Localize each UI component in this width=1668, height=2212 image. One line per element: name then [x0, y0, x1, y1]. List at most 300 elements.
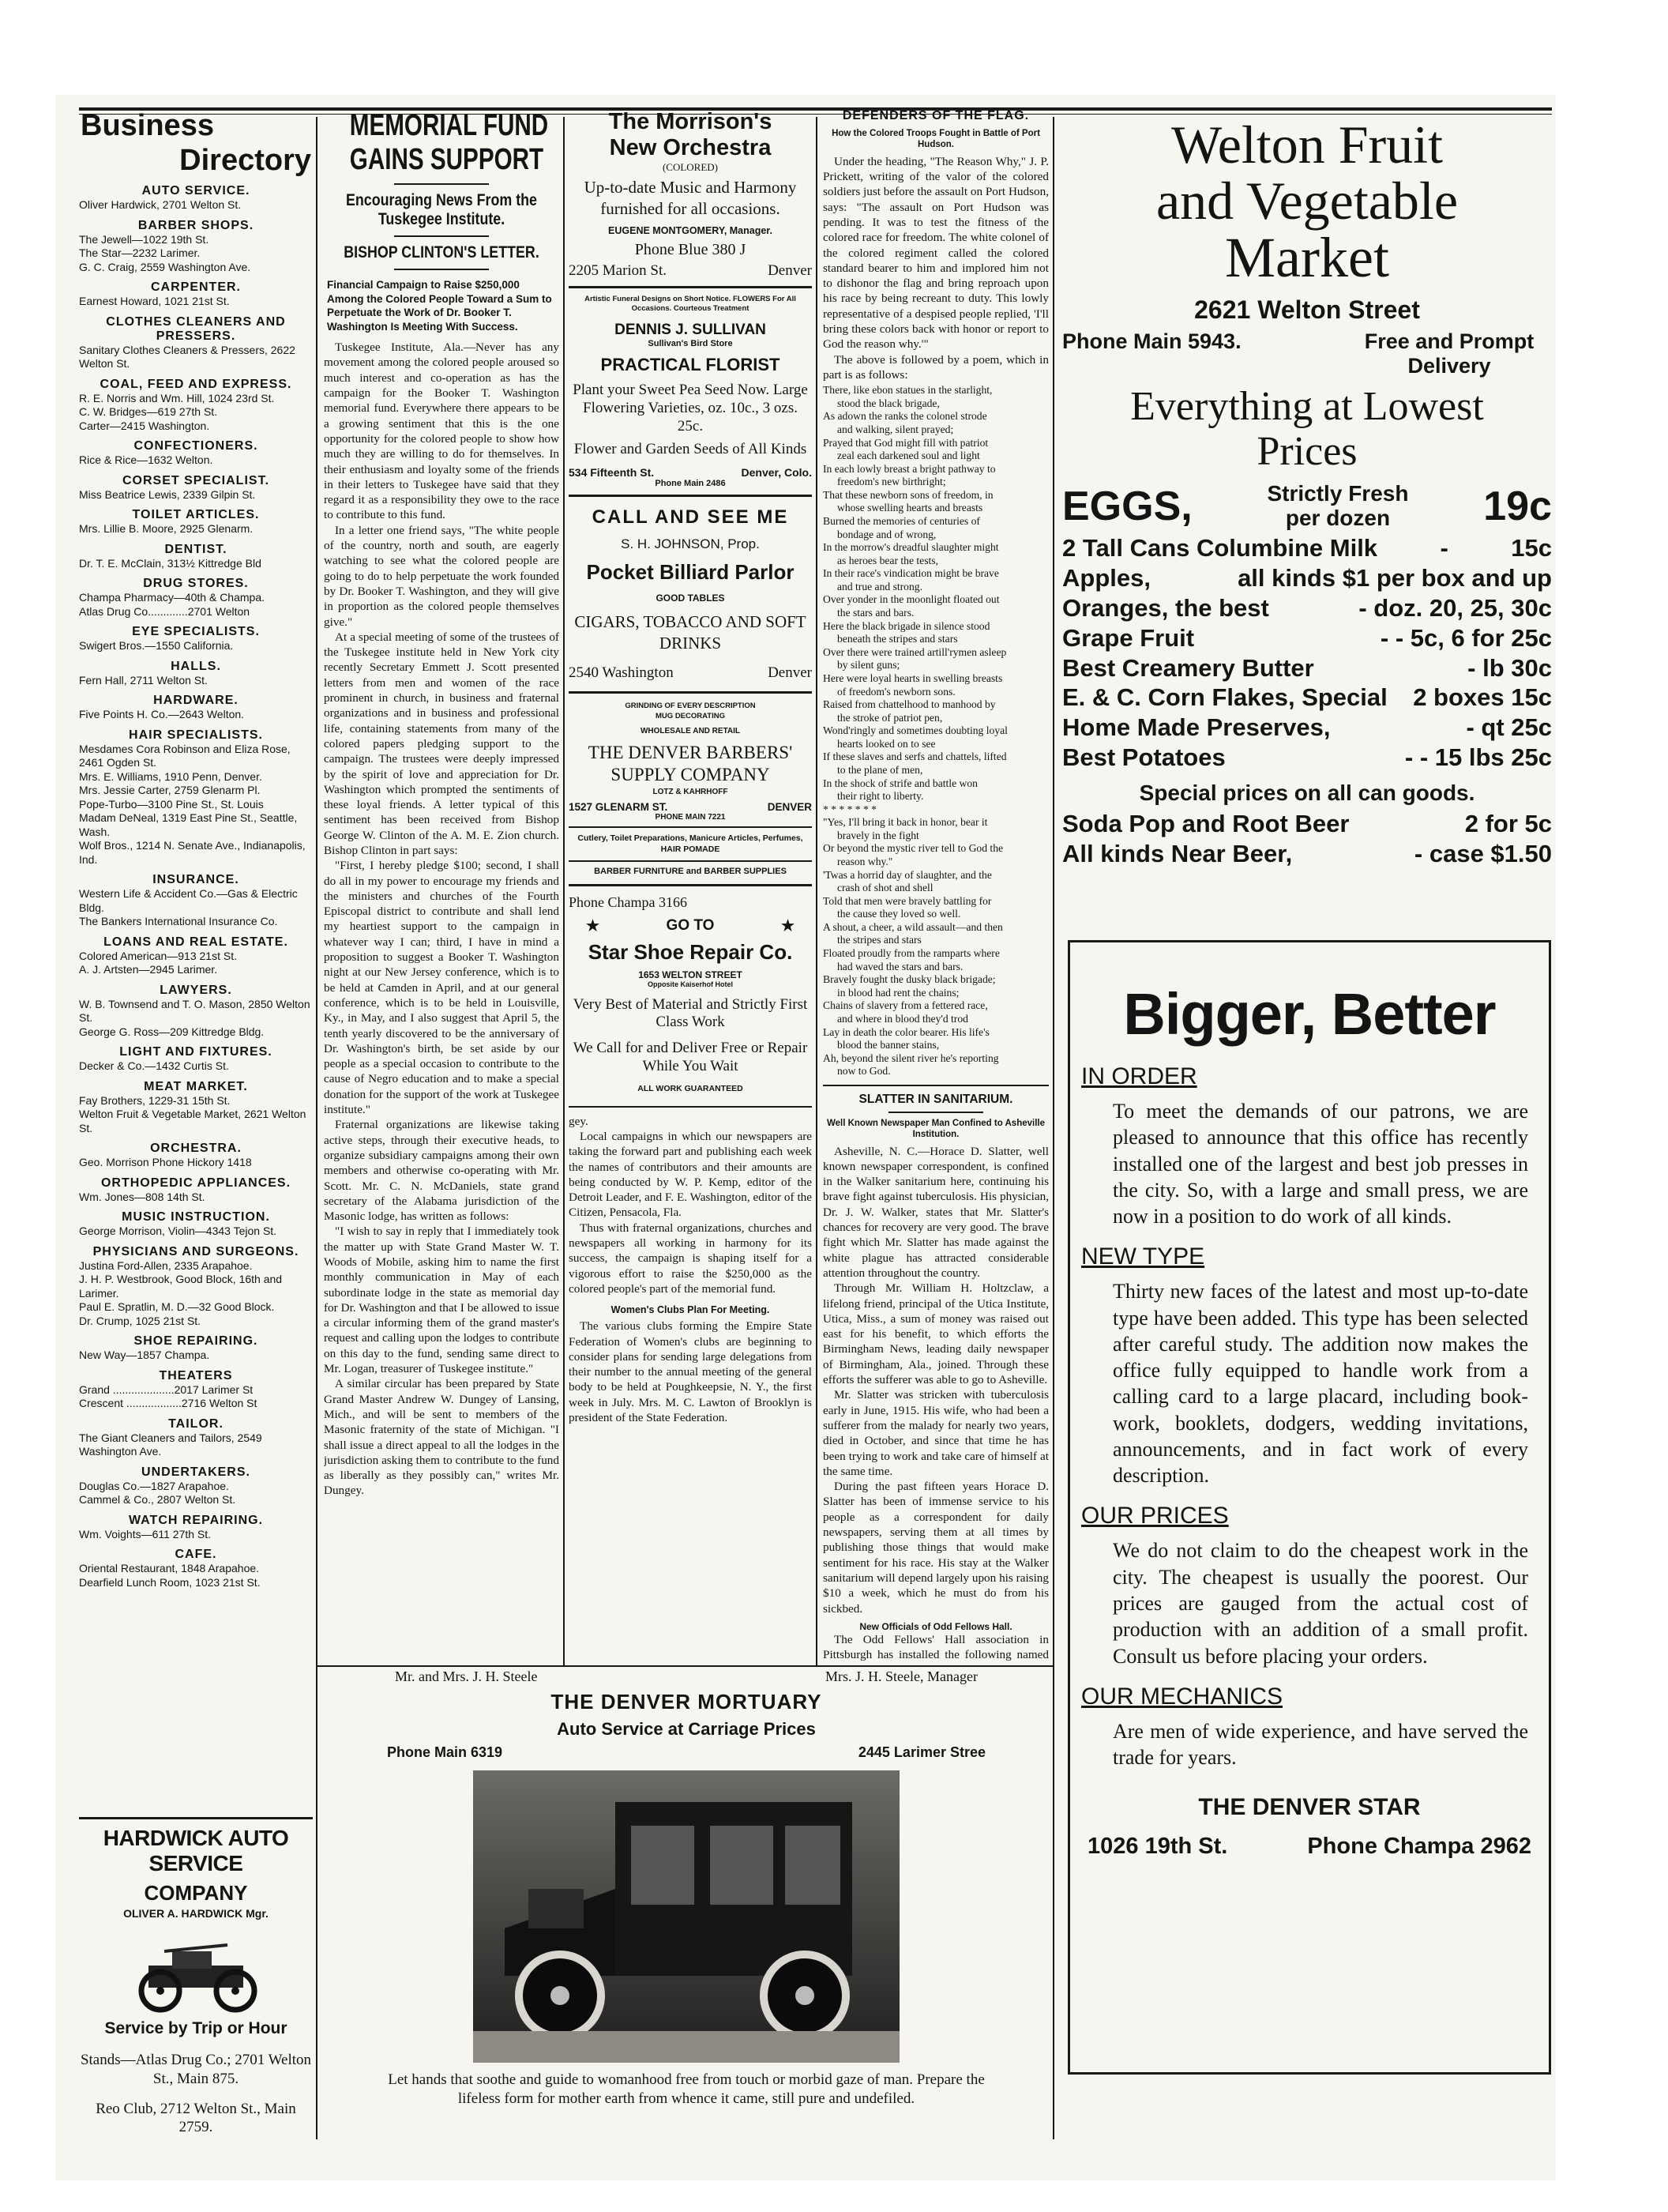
- price-item-unit: -: [1440, 534, 1448, 562]
- directory-entry: Mrs. E. Williams, 1910 Penn, Denver.: [79, 769, 262, 783]
- mortuary-top-rule: [317, 1665, 1053, 1667]
- directory-entry: George Morrison, Violin—4343 Tejon St.: [79, 1224, 277, 1238]
- poem-line: hearts looked on to see: [837, 737, 936, 750]
- barbers-city: DENVER: [767, 801, 812, 814]
- mortuary-owners: Mr. and Mrs. J. H. Steele: [395, 1668, 538, 1684]
- directory-entry: The Star—2232 Larimer.: [79, 246, 201, 260]
- price-item-unit: 2 boxes 15c: [1413, 683, 1552, 712]
- poem-line: the stripes and stars: [837, 934, 922, 946]
- johnson-prop: S. H. JOHNSON, Prop.: [621, 536, 760, 552]
- poem-line: 'Twas a horrid day of slaughter, and the: [823, 868, 992, 881]
- mortuary-address: 2445 Larimer Stree: [858, 1744, 986, 1760]
- directory-entry: A. J. Artsten—2945 Larimer.: [79, 963, 218, 976]
- poem-line: beneath the stripes and stars: [837, 633, 958, 645]
- barbers-name: THE DENVER BARBERS' SUPPLY COMPANY: [588, 742, 793, 784]
- price-row: [1062, 653, 1552, 683]
- barbers-furniture: BARBER FURNITURE and BARBER SUPPLIES: [594, 866, 787, 876]
- directory-section: [79, 1514, 313, 1542]
- hardwick-manager: OLIVER A. HARDWICK Mgr.: [123, 1907, 269, 1920]
- directory-heading: LIGHT AND FIXTURES.: [119, 1045, 272, 1059]
- column-divider-3: [816, 117, 817, 1665]
- poem-line: zeal each darkened soul and light: [837, 450, 980, 462]
- directory-entry: The Giant Cleaners and Tailors, 2549 Washington Ave.: [79, 1431, 262, 1458]
- poem-line: * * * * * * *: [823, 803, 877, 815]
- slatter-body: [823, 1144, 1049, 1616]
- price-item-unit: - lb 30c: [1467, 653, 1552, 682]
- memorial-cont-paragraph: Local campaigns in which our newspapers are taking the forward part and publishing each week the names of contributors and their amounts are being conducted by W. P. Kemp, editor of the Detroit Leader, and F. E. Washington, editor of the Citizen, Pensacola, Fla.: [569, 1129, 812, 1220]
- denver-star-name: THE DENVER STAR: [1198, 1794, 1421, 1821]
- bigger-section: [1081, 1063, 1538, 1229]
- bishop-letter-head: BISHOP CLINTON'S LETTER.: [344, 243, 539, 261]
- directory-entry: Earnest Howard, 1021 21st St.: [79, 295, 230, 308]
- directory-entry: Madam DeNeal, 1319 East Pine St., Seattle, Wash.: [79, 811, 298, 838]
- memorial-paragraph: "I wish to say in reply that I immediately took the matter up with State Grand Master W. T. Woods of Mobile, asking him to name the first monthly communication in May of each subordinate lodge in the state as memorial day for Dr. Washington and that I be allowed to issue a circular informing them of the grand master's request and calling upon the lodges to contribute on this day to the fund, sending same direct to Mr. Logan, treasurer of Tuskegee institute.": [324, 1224, 559, 1376]
- sullivan-ad: [569, 288, 812, 498]
- starshoe-name: Star Shoe Repair Co.: [588, 939, 793, 964]
- poem-line: had waved the stars and bars.: [837, 960, 964, 972]
- directory-heading: TOILET ARTICLES.: [132, 508, 260, 522]
- old-car-icon: [117, 1928, 275, 2014]
- slatter-paragraph: Mr. Slatter was stricken with tuberculosis early in June, 1915. His wife, who had been a sufferer from the malady for nearly two years, died in October, and since that time he has been trying to work and take care of himself at the same time.: [823, 1388, 1049, 1478]
- poem-line: As adown the ranks the colonel strode: [823, 410, 987, 423]
- directory-heading: INSURANCE.: [152, 873, 239, 887]
- morrison-text: Up-to-date Music and Harmony furnished for all occasions.: [584, 178, 797, 219]
- poem-line: of freedom's newborn sons.: [837, 685, 956, 698]
- starshoe-guarantee: ALL WORK GUARANTEED: [637, 1083, 743, 1093]
- hardwick-stands: Stands—Atlas Drug Co.; 2701 Welton St., Main 875.: [80, 2052, 312, 2087]
- poem-line: the cause they loved so well.: [837, 908, 961, 920]
- directory-section: [79, 315, 313, 371]
- price-item-name: Home Made Preserves,: [1062, 713, 1331, 742]
- defenders-paragraph: Under the heading, "The Reason Why," J. P. Prickett, writing of the valor of the colored soldiers just before the assault on Port Hudson, says: "The assault on Port Hudson was pending. It was to test the fitness of the colored race for freedom. The white colonel of the colored regiment called the colored standard bearer to him and implored him not to dishonor the flag and bring reproach upon his race by being recreant to duty. This lowly representative of a despised people replied, 'I'll bring these colors back with honor or report to God the reason why.'": [823, 154, 1049, 352]
- memorial-headline-1: MEMORIAL FUND: [349, 109, 549, 142]
- directory-entry: Paul E. Spratlin, M. D.—32 Good Block.: [79, 1300, 275, 1314]
- price-item-name: Oranges, the best: [1062, 593, 1269, 622]
- price-row: [1062, 839, 1552, 869]
- welton-delivery: Free and Prompt Delivery: [1364, 329, 1535, 378]
- bigger-better-ad: [1068, 940, 1551, 2075]
- column-divider-1: [316, 117, 317, 2139]
- poem-line: bondage and of wrong,: [837, 528, 937, 540]
- bigger-section-head: OUR MECHANICS: [1081, 1683, 1283, 1710]
- memorial-paragraph: A similar circular has been prepared by State Grand Master Andrew W. Dungey of Lansing, Mich., and will be sent to members of the Masonic fraternity of the state of Michigan. "I shall issue a direct appeal to all the lodges in the jurisdiction asking them to contribute to the fund as liberally as they possibly can," writes Mr. Dungey.: [324, 1377, 559, 1498]
- mortuary-phone: Phone Main 6319: [387, 1744, 503, 1760]
- directory-entry: Oriental Restaurant, 1848 Arapahoe.: [79, 1562, 260, 1575]
- price-item-name: Soda Pop and Root Beer: [1062, 809, 1350, 837]
- directory-entry: George G. Ross—209 Kittredge Bldg.: [79, 1025, 265, 1038]
- directory-entry: Fay Brothers, 1229-31 15th St.: [79, 1093, 231, 1107]
- directory-heading: CARPENTER.: [150, 280, 241, 295]
- poem-line: Ah, beyond the silent river he's reporting: [823, 1051, 999, 1064]
- directory-section: [79, 1210, 313, 1239]
- defenders-column: [823, 109, 1049, 1661]
- directory-entry: Justina Ford-Allen, 2335 Arapahoe.: [79, 1258, 253, 1272]
- directory-heading: CORSET SPECIALIST.: [122, 473, 270, 487]
- memorial-article: [324, 109, 559, 1661]
- defenders-head: DEFENDERS OF THE FLAG.: [842, 109, 1030, 122]
- star-icon: ★: [586, 917, 600, 935]
- mortuary-ad: [324, 1668, 1049, 2142]
- directory-entry: J. H. P. Westbrook, Good Block, 16th and Larimer.: [79, 1273, 283, 1300]
- poem-line: Floated proudly from the ramparts where: [823, 947, 1000, 960]
- bigger-section-text: Thirty new faces of the latest and most up-to-date type have been added. This type has been selected after careful study. The addition now makes the office fully equipped to handle work from a calling card to a large placard, including book-work, booklets, dodgers, wedding invitations, announcements, and in fact work of every description.: [1113, 1280, 1528, 1488]
- mortuary-name: THE DENVER MORTUARY: [550, 1690, 822, 1714]
- directory-section: [79, 439, 313, 468]
- mortuary-manager: Mrs. J. H. Steele, Manager: [825, 1668, 978, 1684]
- directory-entry: Swigert Bros.—1550 California.: [79, 639, 234, 653]
- memorial-paragraph: Fraternal organizations are likewise taking active steps, through their executive heads, to organize subsidiary campaigns among their own members and otherwise co-operating with Mr. Scott. Mr. C. N. McDaniels, state grand secretary of the Alabama jurisdiction of the Masonic lodge, has written as follows:: [324, 1118, 559, 1224]
- poem-line: Here the black brigade in silence stood: [823, 619, 990, 632]
- directory-entry: Dr. Crump, 1025 21st St.: [79, 1314, 201, 1327]
- directory-heading: MEAT MARKET.: [144, 1079, 248, 1093]
- directory-heading: HAIR SPECIALISTS.: [129, 728, 263, 742]
- barbers-cutlery: Cutlery, Toilet Preparations, Manicure Articles, Perfumes, HAIR POMADE: [577, 833, 803, 855]
- price-item-price: - case $1.50: [1414, 839, 1552, 867]
- morrison-title-2: New Orchestra: [609, 135, 772, 160]
- bigger-section: [1081, 1503, 1538, 1668]
- directory-entry: Colored American—913 21st St.: [79, 949, 237, 962]
- barbers-grinding: GRINDING OF EVERY DESCRIPTION: [625, 701, 756, 710]
- hardwick-ad: [79, 1817, 313, 2137]
- starshoe-goto: GO TO: [666, 916, 715, 934]
- price-item-name: All kinds Near Beer,: [1062, 839, 1293, 867]
- directory-heading: UNDERTAKERS.: [141, 1465, 250, 1479]
- poem-line: the stars and bars.: [837, 607, 915, 619]
- directory-heading: ORCHESTRA.: [150, 1142, 242, 1156]
- price-row: [1062, 533, 1552, 563]
- barbers-mug: MUG DECORATING: [656, 711, 725, 720]
- poem-line: Over yonder in the moonlight floated out: [823, 593, 1000, 606]
- directory-entry: Mrs. Jessie Carter, 2759 Glenarm Pl.: [79, 784, 261, 797]
- poem-line: Told that men were bravely battling for: [823, 894, 992, 907]
- price-row: [1062, 683, 1552, 713]
- directory-entry: Welton Fruit & Vegetable Market, 2621 Welton St.: [79, 1108, 306, 1134]
- poem-line: and where in blood they'd trod: [837, 1012, 968, 1025]
- directory-section: [79, 474, 313, 502]
- directory-entry: C. W. Bridges—619 27th St.: [79, 405, 218, 419]
- poem-line: In the morrow's dreadful slaughter might: [823, 541, 999, 554]
- poem-line: crash of shot and shell: [837, 882, 934, 894]
- directory-section: [79, 873, 313, 929]
- poem-line: Or beyond the mystic river tell to God the: [823, 842, 1004, 855]
- defenders-poem: [823, 384, 1049, 1078]
- bigger-section: [1081, 1683, 1538, 1771]
- bigger-sections: [1070, 1063, 1549, 1770]
- directory-section: [79, 1369, 313, 1411]
- womens-clubs-text: The various clubs forming the Empire State Federation of Women's clubs are beginning to consider plans for sending large delegations from their number to the annual meeting of the general body to be held at Poughkeepsie, N. Y., the first week in July. Mrs. M. C. Lawton of Brooklyn is president of the State Federation.: [569, 1319, 812, 1425]
- poem-line: as heroes bear the tests,: [837, 554, 938, 566]
- starshoe-text2: We Call for and Deliver Free or Repair While You Wait: [573, 1040, 808, 1074]
- morrison-colored: (COLORED): [662, 161, 719, 173]
- directory-list: [79, 184, 313, 1589]
- hearse-photo: [473, 1770, 900, 2063]
- bigger-section: [1081, 1243, 1538, 1488]
- sullivan-city: Denver, Colo.: [741, 466, 812, 480]
- denver-star-phone: Phone Champa 2962: [1307, 1834, 1531, 1860]
- memorial-cont-paragraph: Thus with fraternal organizations, churches and newspapers all working in harmony for its success, the campaign is shaping itself for a vigorous effort to raise the $250,000 as the colored people's part of the memorial fund.: [569, 1221, 812, 1296]
- price-item-unit: - doz. 20, 25, 30c: [1358, 593, 1552, 622]
- directory-heading: THEATERS: [159, 1368, 233, 1382]
- directory-section: [79, 543, 313, 571]
- welton-market-ad: [1062, 117, 1552, 946]
- eggs-label: EGGS,: [1062, 483, 1193, 529]
- hardwick-reo: Reo Club, 2712 Welton St., Main 2759.: [96, 2100, 296, 2136]
- price-item-name: E. & C. Corn Flakes, Special: [1062, 683, 1388, 712]
- slatter-paragraph: During the past fifteen years Horace D. Slatter has been of immense service to his people as a correspondent for daily newspapers, serving them at all times by publishing those things that would make sentiment for his race. His stay at the Walker sanitarium will depend largely upon his raising $10 a week, which he must do from his sickbed.: [823, 1480, 1049, 1616]
- price-item-name: Grape Fruit: [1062, 623, 1195, 652]
- memorial-deck: Financial Campaign to Raise $250,000 Among the Colored People Toward a Sum to Perpetuate the Work of Dr. Booker T. Washington Is Meeting With Success.: [327, 279, 552, 333]
- bigger-section-head: IN ORDER: [1081, 1063, 1197, 1089]
- directory-entry: Wm. Jones—808 14th St.: [79, 1190, 205, 1203]
- poem-line: Burned the memories of centuries of: [823, 514, 980, 527]
- bigger-section-head: OUR PRICES: [1081, 1503, 1229, 1529]
- poem-line: Chains of slavery from a fettered race,: [823, 999, 988, 1012]
- directory-heading: AUTO SERVICE.: [141, 184, 250, 198]
- directory-section: [79, 625, 313, 653]
- directory-entry: The Bankers International Insurance Co.: [79, 915, 278, 928]
- sullivan-phone: Phone Main 2486: [655, 479, 726, 489]
- sullivan-text: Plant your Sweet Pea Seed Now. Large Flowering Varieties, oz. 10c., 3 ozs. 25c.: [573, 382, 808, 434]
- directory-entry: Cammel & Co., 2807 Welton St.: [79, 1493, 236, 1507]
- hardwick-company: COMPANY: [144, 1881, 248, 1905]
- directory-entry: Grand ....................2017 Larimer St: [79, 1382, 254, 1396]
- poem-line: reason why.": [837, 856, 893, 868]
- directory-section: [79, 728, 313, 867]
- directory-entry: Sanitary Clothes Cleaners & Pressers, 2622 Welton St.: [79, 343, 295, 371]
- directory-entry: Dr. T. E. McClain, 313½ Kittredge Bld: [79, 556, 261, 570]
- poem-line: Prayed that God might fill with patriot: [823, 436, 989, 449]
- memorial-paragraph: Tuskegee Institute, Ala.—Never has any movement among the colored people aroused so much interest and co-operation as has the campaign for the Booker T. Washington memorial fund. Everywhere there appears to be a growing sentiment that this is the one opportunity for the colored people to show how much they are willing to do for themselves. In their enthusiasm and loyalty some of the friends in their letters to Tuskegee have said that they regard it as a responsibility they owe to the race to contribute to this fund.: [324, 340, 559, 522]
- directory-entry: Mrs. Lillie B. Moore, 2925 Glenarm.: [79, 522, 254, 536]
- poem-line: and walking, silent prayed;: [837, 423, 954, 435]
- morrison-manager: EUGENE MONTGOMERY, Manager.: [608, 224, 772, 236]
- slatter-head: SLATTER IN SANITARIUM.: [858, 1092, 1013, 1106]
- directory-heading: CAFE.: [175, 1548, 217, 1562]
- directory-entry: Wm. Voights—611 27th St.: [79, 1527, 212, 1540]
- welton-title-2: and Vegetable: [1155, 170, 1459, 231]
- slatter-subhead: Well Known Newspaper Man Confined to Asheville Institution.: [826, 1118, 1046, 1140]
- poem-line: "Yes, I'll bring it back in honor, bear it: [823, 816, 988, 829]
- denver-star-address: 1026 19th St.: [1088, 1834, 1228, 1860]
- poem-line: and true and strong.: [837, 580, 922, 592]
- directory-heading: DENTIST.: [164, 542, 227, 556]
- slatter-paragraph: Through Mr. William H. Holtzclaw, a lifelong friend, principal of the Utica Institute, Utica, Miss., a sum of money was raised out east for his benefit, to which efforts the Birmingham News, leading daily newspaper of Birmingham, Ala., joined. Through these efforts the sufferer was able to go to Asheville.: [823, 1281, 1049, 1387]
- directory-section: [79, 280, 313, 309]
- sullivan-florist: PRACTICAL FLORIST: [600, 355, 780, 375]
- poem-line: stood the black brigade,: [837, 397, 940, 409]
- poem-line: That these newborn sons of freedom, in: [823, 488, 994, 501]
- poem-line: Lay in death the color bearer. His life's: [823, 1025, 990, 1038]
- johnson-parlor: Pocket Billiard Parlor: [586, 560, 795, 585]
- directory-heading: TAILOR.: [168, 1416, 224, 1431]
- starshoe-address: 1653 WELTON STREET: [638, 969, 742, 980]
- poem-line: the stroke of patriot pen,: [837, 711, 943, 724]
- mortuary-caption: Let hands that soothe and guide to womanhood free from touch or morbid gaze of man. Prepare the lifeless form for mother earth from whence it came, still pure and undefiled.: [388, 2071, 985, 2107]
- directory-entry: R. E. Norris and Wm. Hill, 1024 23rd St.: [79, 391, 275, 404]
- barbers-phone: PHONE MAIN 7221: [655, 813, 726, 822]
- poem-line: A shout, a cheer, a wild assault—and then: [823, 920, 1003, 933]
- directory-heading: HARDWARE.: [153, 694, 239, 708]
- barbers-wholesale: WHOLESALE AND RETAIL: [640, 726, 741, 735]
- memorial-continued: [569, 1106, 812, 1426]
- directory-heading: CLOTHES CLEANERS AND PRESSERS.: [106, 314, 286, 343]
- directory-entry: Rice & Rice—1632 Welton.: [79, 453, 213, 467]
- price-row: [1062, 593, 1552, 623]
- directory-section: [79, 184, 313, 213]
- directory-section: [79, 508, 313, 536]
- memorial-cont-body: [569, 1129, 812, 1296]
- directory-entry: Dearfield Lunch Room, 1023 21st St.: [79, 1575, 261, 1589]
- morrison-city: Denver: [768, 261, 812, 279]
- starshoe-ad: [569, 886, 812, 1101]
- directory-heading: MUSIC INSTRUCTION.: [122, 1210, 270, 1224]
- directory-entry: Fern Hall, 2711 Welton St.: [79, 673, 208, 687]
- directory-section: [79, 1080, 313, 1136]
- starshoe-opposite: Opposite Kaiserhof Hotel: [647, 980, 733, 988]
- directory-entry: New Way—1857 Champa.: [79, 1349, 210, 1362]
- directory-entry: Five Points H. Co.—2643 Welton.: [79, 708, 245, 721]
- directory-heading: PHYSICIANS AND SURGEONS.: [92, 1244, 299, 1258]
- johnson-cigars: CIGARS, TOBACCO AND SOFT DRINKS: [574, 612, 806, 653]
- welton-slogan: Everything at Lowest Prices: [1130, 384, 1484, 474]
- directory-entry: The Jewell—1022 19th St.: [79, 232, 209, 246]
- directory-entry: Atlas Drug Co.............2701 Welton: [79, 604, 250, 618]
- directory-heading: ORTHOPEDIC APPLIANCES.: [100, 1176, 291, 1190]
- welton-special: Special prices on all can goods.: [1139, 780, 1475, 805]
- welton-title-1: Welton Fruit: [1171, 117, 1443, 175]
- directory-entry: Decker & Co.—1432 Curtis St.: [79, 1059, 229, 1073]
- directory-section: [79, 577, 313, 619]
- bigger-section-head: NEW TYPE: [1081, 1243, 1205, 1270]
- column-divider-4: [1053, 117, 1054, 2139]
- poem-line: If these slaves and serfs and chattels, lifted: [823, 750, 1007, 763]
- directory-heading: LOANS AND REAL ESTATE.: [103, 935, 288, 949]
- poem-line: Here were loyal hearts in swelling breasts: [823, 672, 1003, 684]
- directory-section: [79, 1176, 313, 1205]
- price-item-name: Apples,: [1062, 564, 1151, 592]
- slatter-paragraph: Asheville, N. C.—Horace D. Slatter, well known newspaper correspondent, is confined in the Walker sanitarium here, continuing his brave fight against tuberculosis. His physician, Dr. J. W. Walker, states that Mr. Slatter's chances for recovery are very good. The brave fight which Mr. Slatter has made against the white plague has attracted considerable attention throughout the country.: [823, 1144, 1049, 1280]
- poem-line: blood the banner stains,: [837, 1039, 940, 1051]
- directory-section: [79, 378, 313, 434]
- poem-line: in blood had rent the chains;: [837, 986, 960, 999]
- johnson-address: 2540 Washington: [569, 664, 674, 681]
- directory-entry: Wolf Bros., 1214 N. Senate Ave., Indianapolis, Ind.: [79, 839, 306, 866]
- defenders-subhead: How the Colored Troops Fought in Battle of Port Hudson.: [832, 129, 1040, 150]
- directory-entry: Mesdames Cora Robinson and Eliza Rose, 2461 Ogden St.: [79, 742, 291, 769]
- eggs-price: 19c: [1483, 483, 1552, 529]
- barbers-owners: LOTZ & KAHRHOFF: [652, 788, 728, 797]
- directory-heading: EYE SPECIALISTS.: [132, 625, 260, 639]
- price-item-price: 15c: [1511, 534, 1552, 562]
- directory-section: [79, 1548, 313, 1589]
- poem-line: bravely in the fight: [837, 829, 919, 841]
- johnson-call: CALL AND SEE ME: [592, 506, 789, 529]
- morrison-title-1: The Morrison's: [608, 109, 772, 134]
- poem-line: There, like ebon statues in the starlight,: [823, 384, 993, 397]
- bigger-section-text: We do not claim to do the cheapest work in the city. The cheapest is usually the poorest. Our prices are gauged from the actual cost of production with an addition of a small profit. Consult us before placing your orders.: [1113, 1539, 1528, 1668]
- directory-entry: Oliver Hardwick, 2701 Welton St.: [79, 198, 242, 212]
- mortuary-tagline: Auto Service at Carriage Prices: [557, 1719, 816, 1739]
- sullivan-sub: Sullivan's Bird Store: [648, 339, 733, 349]
- poem-line: In the shock of strife and battle won: [823, 777, 978, 789]
- poem-line: to the plane of men,: [837, 763, 923, 776]
- price-item-unit: all kinds $1 per box and up: [1238, 564, 1552, 592]
- directory-entry: G. C. Craig, 2559 Washington Ave.: [79, 260, 251, 273]
- hardwick-title: HARDWICK AUTO SERVICE: [103, 1826, 289, 1875]
- directory-heading: HALLS.: [171, 659, 221, 673]
- welton-title-3: Market: [1225, 226, 1389, 290]
- defenders-paragraph: The above is followed by a poem, which in part is as follows:: [823, 352, 1049, 382]
- starshoe-text1: Very Best of Material and Strictly First Class Work: [573, 995, 808, 1031]
- welton-address: 2621 Welton Street: [1194, 295, 1420, 325]
- price-item-unit: - qt 25c: [1466, 713, 1552, 742]
- poem-line: In their race's vindication might be brave: [823, 567, 999, 580]
- memorial-headline-2: GAINS SUPPORT: [349, 143, 544, 176]
- business-directory: [79, 109, 313, 2155]
- price-row: [1062, 563, 1552, 593]
- price-row: [1062, 809, 1552, 839]
- morrison-ad: [569, 109, 812, 288]
- directory-entry: Geo. Morrison Phone Hickory 1418: [79, 1156, 252, 1169]
- star-icon: ★: [780, 917, 795, 935]
- poem-line: Bravely fought the dusky black brigade;: [823, 973, 996, 986]
- directory-entry: Crescent ..................2716 Welton St: [79, 1397, 257, 1410]
- womens-clubs-head: Women's Clubs Plan For Meeting.: [610, 1304, 770, 1316]
- poem-line: Raised from chattelhood to manhood by: [823, 698, 996, 711]
- johnson-ad: [569, 497, 812, 694]
- price-item-name: 2 Tall Cans Columbine Milk: [1062, 534, 1378, 562]
- sullivan-top: Artistic Funeral Designs on Short Notice. FLOWERS For All Occasions. Courteous Treatment: [584, 294, 796, 313]
- johnson-tables: GOOD TABLES: [656, 592, 725, 604]
- bigger-section-text: Are men of wide experience, and have served the trade for years.: [1113, 1719, 1528, 1770]
- directory-section: [79, 1417, 313, 1459]
- price-row: [1062, 713, 1552, 743]
- barbers-address: 1527 GLENARM ST.: [569, 801, 668, 814]
- poem-line: In each lowly breast a bright pathway to: [823, 462, 996, 475]
- directory-section: [79, 1045, 313, 1074]
- memorial-paragraph: In a letter one friend says, "The white people of the country, north and south, are eagerly watching to see what the colored people are going to do to help perpetuate the work founded by Dr. Booker T. Washington, and they will give in proportion as the colored people themselves give.": [324, 523, 559, 629]
- directory-heading: WATCH REPAIRING.: [128, 1513, 264, 1527]
- directory-heading: SHOE REPAIRING.: [133, 1334, 258, 1349]
- johnson-city: Denver: [768, 664, 812, 681]
- oddfellows-text: The Odd Fellows' Hall association in Pittsburgh has installed the following named: [823, 1632, 1049, 1661]
- memorial-paragraph: "First, I hereby pledge $100; second, I shall do all in my power to encourage my friends and the ministers and churches of the Fourth Episcopal district to contribute and shall lend my heartiest support to the campaign in whatever way I can; third, I have in mind a proposition to suggest a Booker T. Washington night at our New Jersey conference, which is to be held at Camden in April, and at our general conference, which is to be held in Louisville, Ky., in May, and I also suggest that April 5, the tenth yearly discovered to be the anniversary of Dr. Washington's birth, be set aside by our people as a special occasion to contribute to the cause of Negro education and to make a special donation for the support of the work at Tuskegee institute.": [324, 859, 559, 1117]
- poem-line: by silent guns;: [837, 659, 900, 672]
- welton-price-list: [1062, 533, 1552, 773]
- price-item-unit: - - 5c, 6 for 25c: [1380, 623, 1552, 652]
- directory-section: [79, 219, 313, 275]
- bigger-title: Bigger, Better: [1123, 981, 1496, 1047]
- morrison-phone: Phone Blue 380 J: [634, 240, 746, 258]
- eggs-desc: Strictly Fresh per dozen: [1267, 480, 1409, 530]
- directory-section: [79, 984, 313, 1040]
- directory-entry: Douglas Co.—1827 Arapahoe.: [79, 1479, 229, 1492]
- memorial-cont-lead: gey.: [569, 1114, 588, 1128]
- poem-line: Wond'ringly and sometimes doubting loyal: [823, 724, 1008, 737]
- sullivan-name: DENNIS J. SULLIVAN: [614, 322, 766, 339]
- column-divider-2: [563, 117, 565, 1665]
- defenders-body: [823, 154, 1049, 382]
- price-item-name: Best Creamery Butter: [1062, 653, 1314, 682]
- memorial-subhead-2: Tuskegee Institute.: [378, 210, 505, 228]
- welton-phone: Phone Main 5943.: [1062, 329, 1242, 354]
- price-item-price: 2 for 5c: [1464, 809, 1552, 837]
- oddfellows-head: New Officials of Odd Fellows Hall.: [859, 1620, 1012, 1632]
- directory-entry: Champa Pharmacy—40th & Champa.: [79, 591, 265, 604]
- price-item-unit: - - 15 lbs 25c: [1404, 743, 1552, 771]
- directory-section: [79, 1334, 313, 1363]
- morrison-address: 2205 Marion St.: [569, 261, 667, 279]
